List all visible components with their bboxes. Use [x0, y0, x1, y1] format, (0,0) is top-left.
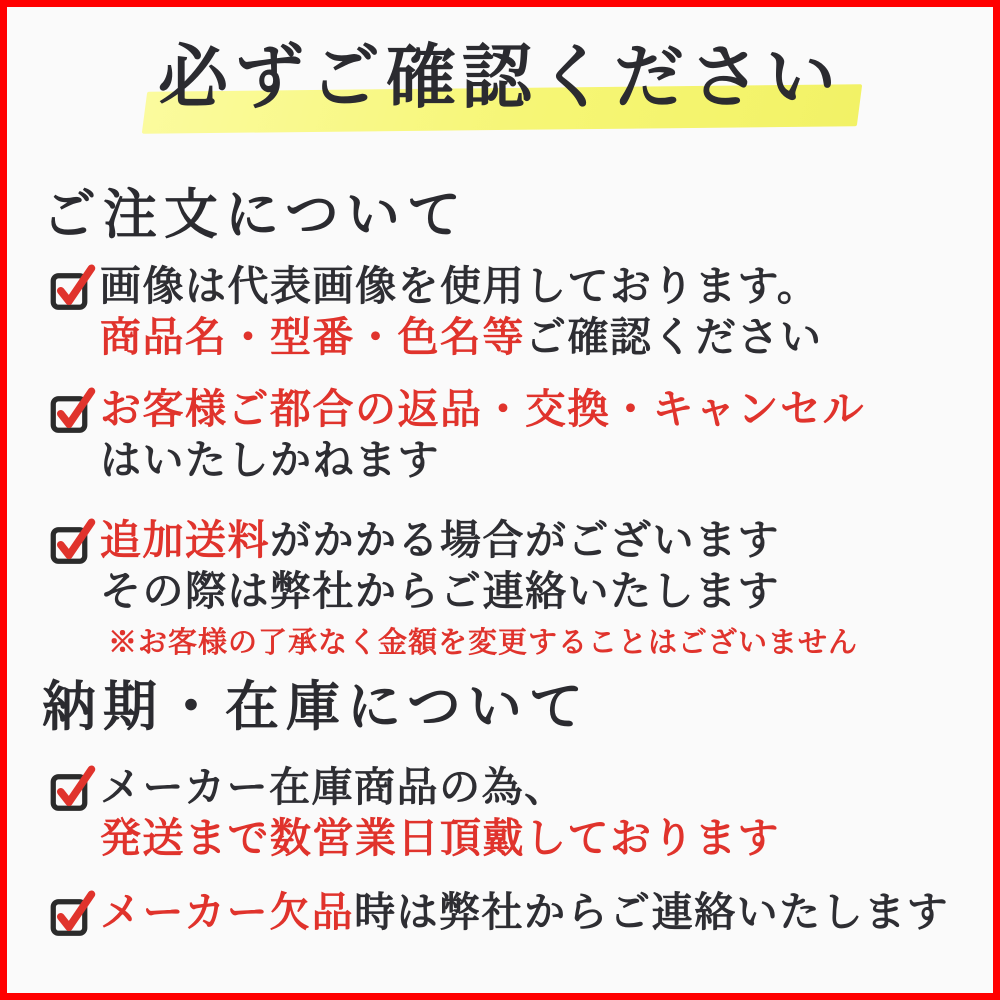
- item-line: [48, 435, 865, 486]
- text-segment-red: 商品名・型番・色名等: [100, 313, 525, 361]
- notice-item-representative-image: [48, 261, 823, 363]
- item-row: [48, 261, 823, 312]
- item-line: [100, 261, 819, 312]
- notice-item-returns: [48, 384, 865, 486]
- text-segment: 画像は代表画像を使用しております。: [100, 262, 820, 310]
- item-row: [48, 515, 858, 566]
- checkbox-checked-icon: [48, 889, 96, 937]
- text-segment: がかかる場合がございます: [270, 516, 780, 564]
- notice-item-maker-stock: [48, 762, 780, 864]
- page-title: 必ずご確認ください: [158, 35, 842, 118]
- item-line: [48, 312, 823, 363]
- item-line: [100, 762, 567, 813]
- text-segment: ご確認ください: [525, 313, 823, 361]
- section-heading-stock: 納期・在庫について: [42, 674, 590, 738]
- item-line: [48, 566, 858, 617]
- text-segment: 時は弊社からご連絡いたします: [354, 888, 950, 936]
- item-row: [48, 384, 865, 435]
- item-line: [48, 813, 780, 864]
- item-line: [100, 384, 865, 435]
- text-segment: はいたしかねます: [100, 436, 440, 484]
- checkbox-checked-icon: [48, 517, 96, 565]
- text-segment-red: 発送まで数営業日頂戴しております: [100, 814, 780, 862]
- text-segment-red: メーカー欠品: [100, 888, 355, 936]
- item-row: [48, 762, 780, 813]
- text-segment: その際は弊社からご連絡いたします: [100, 567, 780, 615]
- checkbox-checked-icon: [48, 263, 96, 311]
- notice-item-maker-shortage: [48, 887, 949, 938]
- section-heading-order: ご注文について: [42, 182, 468, 246]
- item-row: [48, 887, 949, 938]
- checkbox-checked-icon: [48, 386, 96, 434]
- notice-item-extra-shipping: [48, 515, 858, 660]
- checkbox-checked-icon: [48, 764, 96, 812]
- title-banner: [7, 31, 993, 122]
- text-segment-red: お客様ご都合の返品・交換・キャンセル: [100, 385, 865, 433]
- item-line: [100, 887, 949, 938]
- text-segment: メーカー在庫商品の為、: [100, 763, 567, 811]
- item-note: ※お客様の了承なく金額を変更することはございません: [108, 625, 859, 659]
- text-segment-red: 追加送料: [100, 516, 270, 564]
- item-line: [100, 515, 780, 566]
